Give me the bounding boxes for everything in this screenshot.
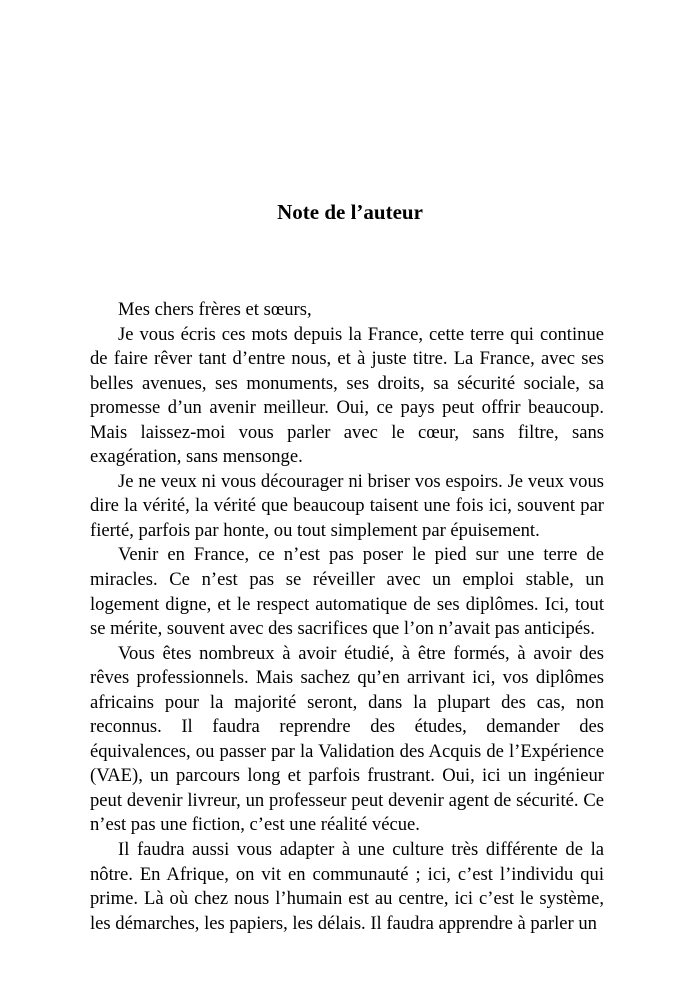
paragraph: Venir en France, ce n’est pas poser le pied sur une terre de miracles. Ce n’est pas se réveiller avec un emploi stable, un logement digne, et le respect automatique de ses diplômes. Ici, tout se mérite, souvent avec des sacrifices que l’on n’avait pas anticipés. bbox=[90, 544, 604, 640]
paragraph-salutation: Mes chers frères et sœurs, bbox=[118, 299, 312, 320]
body-text bbox=[90, 298, 604, 936]
page-title: Note de l’auteur bbox=[277, 200, 423, 224]
paragraph: Il faudra aussi vous adapter à une culture très différente de la nôtre. En Afrique, on vit en communauté ; ici, c’est l’individu qui prime. Là où chez nous l’humain est au centre, ici c’est le système, les démarches, les papiers, les délais. Il faudra apprendre à parler un bbox=[90, 839, 604, 934]
paragraph: Vous êtes nombreux à avoir étudié, à être formés, à avoir des rêves professionnels. Mais sachez qu’en arrivant ici, vos diplômes africains pour la majorité seront, dans la plupart des cas, non reconnus. Il faudra reprendre des études, demander des équivalences, ou passer par la Validation des Acquis de l’Expérience (VAE), un parcours long et parfois frustrant. Oui, ici un ingénieur peut devenir livreur, un professeur peut devenir agent de sécurité. Ce n’est pas une fiction, c’est une réalité vécue. bbox=[90, 642, 604, 836]
paragraph: Je vous écris ces mots depuis la France, cette terre qui continue de faire rêver tant d’entre nous, et à juste titre. La France, avec ses belles avenues, ses monuments, ses droits, sa sécurité sociale, sa promesse d’un avenir meilleur. Oui, ce pays peut offrir beaucoup. Mais laissez-moi vous parler avec le cœur, sans filtre, sans exagération, sans mensonge. bbox=[90, 323, 604, 468]
paragraph: Je ne veux ni vous décourager ni briser vos espoirs. Je veux vous dire la vérité, la vérité que beaucoup taisent une fois ici, souvent par fierté, parfois par honte, ou tout simplement par épuisement. bbox=[90, 470, 604, 541]
